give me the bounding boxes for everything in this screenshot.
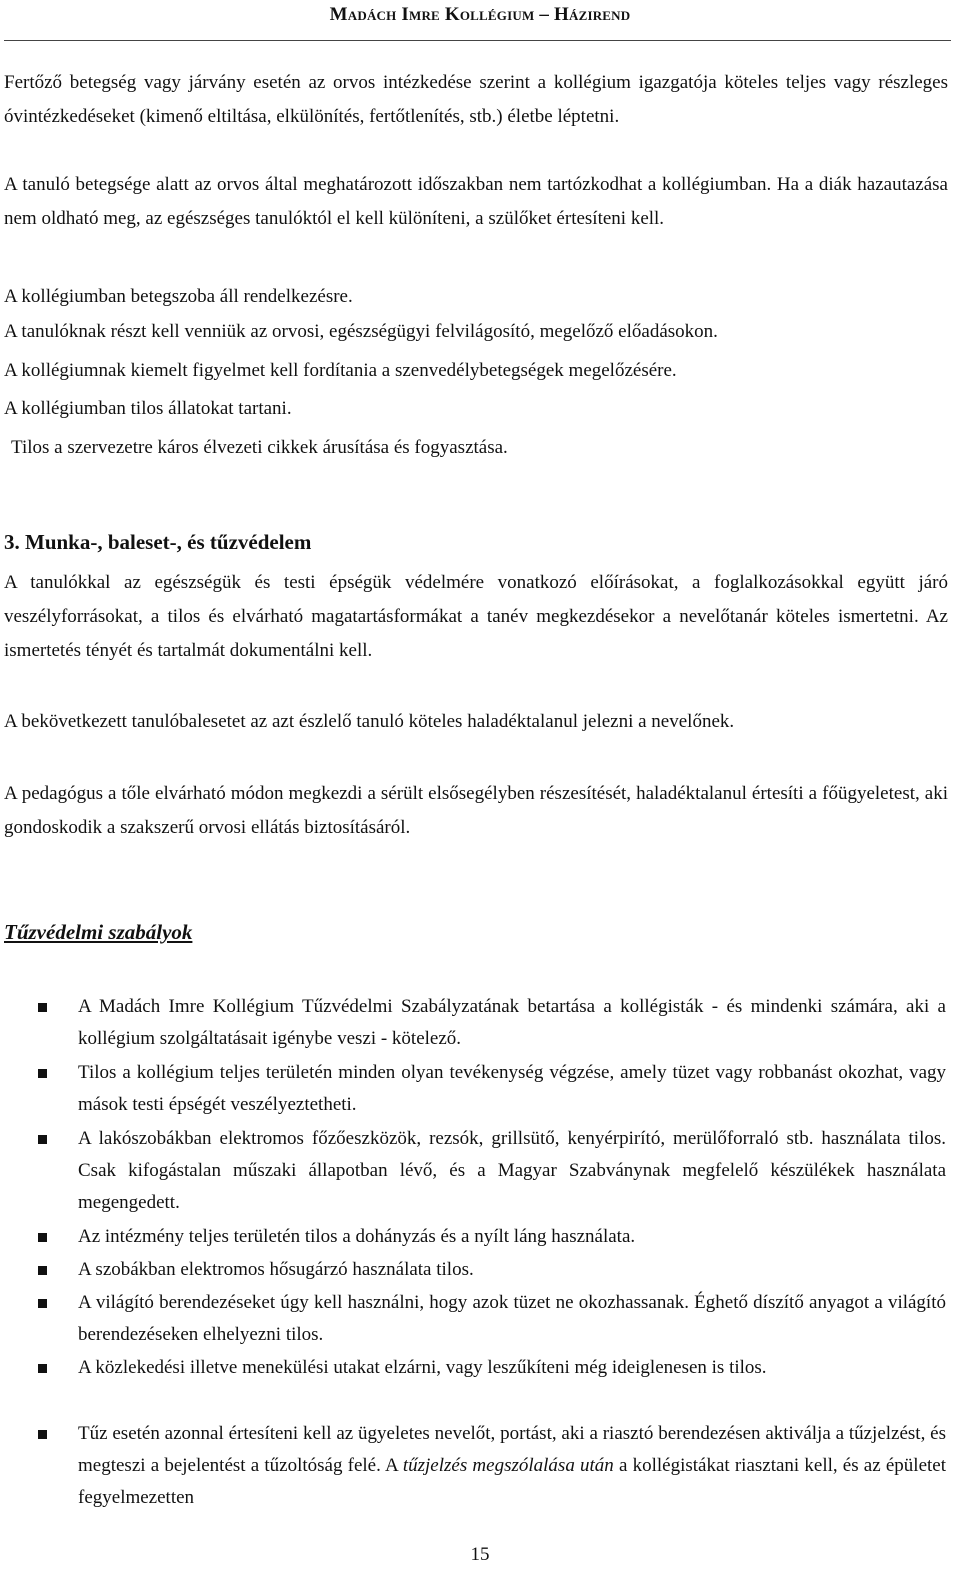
- fire-rule-4: Az intézmény teljes területén tilos a dohányzás és a nyílt láng használata.: [78, 1226, 636, 1247]
- fire-rule-2: Tilos a kollégium teljes területén minden olyan tevékenység végzése, amely tüzet vagy robbanást okozhat, vagy mások testi épségét veszélyeztetheti.: [78, 1062, 946, 1115]
- health-paragraph-2: A tanuló betegsége alatt az orvos által meghatározott időszakban nem tartózkodhat a kollégiumban. Ha a diák hazautazása nem oldható meg, az egészséges tanulóktól el kell különíteni, a szülőket értesíteni kell.: [4, 174, 948, 229]
- section-3-paragraph-3: A pedagógus a tőle elvárható módon megkezdi a sérült elsősegélyben részesítését, haladéktalanul értesíti a főügyeletest, aki gondoskodik a szakszerű orvosi ellátás biztosításáról.: [4, 783, 948, 838]
- header-title: Madách Imre Kollégium – Házirend: [329, 4, 631, 25]
- fire-rule-5: A szobákban elektromos hősugárzó használata tilos.: [78, 1259, 474, 1280]
- health-paragraph-6: A kollégiumban tilos állatokat tartani.: [4, 398, 292, 419]
- square-bullet-icon: [38, 1364, 47, 1373]
- section-3-title: 3. Munka-, baleset-, és tűzvédelem: [4, 530, 312, 554]
- page-header: [0, 4, 960, 26]
- square-bullet-icon: [38, 1299, 47, 1308]
- health-paragraph-4: A tanulóknak részt kell venniük az orvosi, egészségügyi felvilágosító, megelőző előadásokon.: [4, 321, 718, 342]
- health-paragraph-1: Fertőző betegség vagy járvány esetén az orvos intézkedése szerint a kollégium igazgatója köteles teljes vagy részleges óvintézkedéseket (kimenő eltiltása, elkülönítés, fertőtlenítés, stb.) életbe léptetni.: [4, 72, 948, 127]
- square-bullet-icon: [38, 1135, 47, 1144]
- fire-rule-1: A Madách Imre Kollégium Tűzvédelmi Szabályzatának betartása a kollégisták - és mindenki számára, aki a kollégium szolgáltatásait igénybe veszi - kötelező.: [78, 996, 946, 1049]
- page-number: 15: [470, 1544, 490, 1565]
- health-paragraph-7: Tilos a szervezetre káros élvezeti cikkek árusítása és fogyasztása.: [11, 437, 508, 458]
- section-3-paragraph-1: A tanulókkal az egészségük és testi épségük védelmére vonatkozó előírásokat, a foglalkozásokkal együtt járó veszélyforrásokat, a tilos és elvárható magatartásformákat a tanév megkezdésekor a nevelőtanár köteles ismertetni. Az ismertetés tényét és tartalmát dokumentálni kell.: [4, 572, 948, 661]
- square-bullet-icon: [38, 1430, 47, 1439]
- fire-rule-8-text-a: Tűz esetén azonnal értesíteni kell az ügyeletes nevelőt, portást, aki a riasztó berendezésen aktiválja a tűzjelzést, és megteszi a bejelentést a tűzoltóság felé. A: [78, 1423, 946, 1476]
- fire-rules-title: Tűzvédelmi szabályok: [4, 920, 193, 944]
- fire-rule-8: [78, 1418, 946, 1514]
- square-bullet-icon: [38, 1266, 47, 1275]
- section-3-paragraph-2: A bekövetkezett tanulóbalesetet az azt észlelő tanuló köteles haladéktalanul jelezni a nevelőnek.: [4, 711, 735, 732]
- fire-rule-8-text-b: a kollégistákat riasztani kell, és az épületet fegyelmezetten: [78, 1455, 946, 1508]
- header-rule: [4, 40, 951, 41]
- fire-rule-8-emphasis: tűzjelzés megszólalása után: [402, 1455, 614, 1476]
- health-paragraph-5: A kollégiumnak kiemelt figyelmet kell fordítania a szenvedélybetegségek megelőzésére.: [4, 360, 677, 381]
- fire-rule-3: A lakószobákban elektromos főzőeszközök, rezsók, grillsütő, kenyérpirító, merülőforraló stb. használata tilos. Csak kifogástalan műszaki állapotban lévő, és a Magyar Szabványnak megfelelő készülékek használata megengedett.: [78, 1128, 946, 1213]
- square-bullet-icon: [38, 1003, 47, 1012]
- fire-rule-6: A világító berendezéseket úgy kell használni, hogy azok tüzet ne okozhassanak. Éghető díszítő anyagot a világító berendezéseken elhelyezni tilos.: [78, 1292, 946, 1345]
- square-bullet-icon: [38, 1233, 47, 1242]
- health-paragraph-3: A kollégiumban betegszoba áll rendelkezésre.: [4, 286, 353, 307]
- square-bullet-icon: [38, 1069, 47, 1078]
- fire-rule-7: A közlekedési illetve menekülési utakat elzárni, vagy leszűkíteni még ideiglenesen is tilos.: [78, 1357, 767, 1378]
